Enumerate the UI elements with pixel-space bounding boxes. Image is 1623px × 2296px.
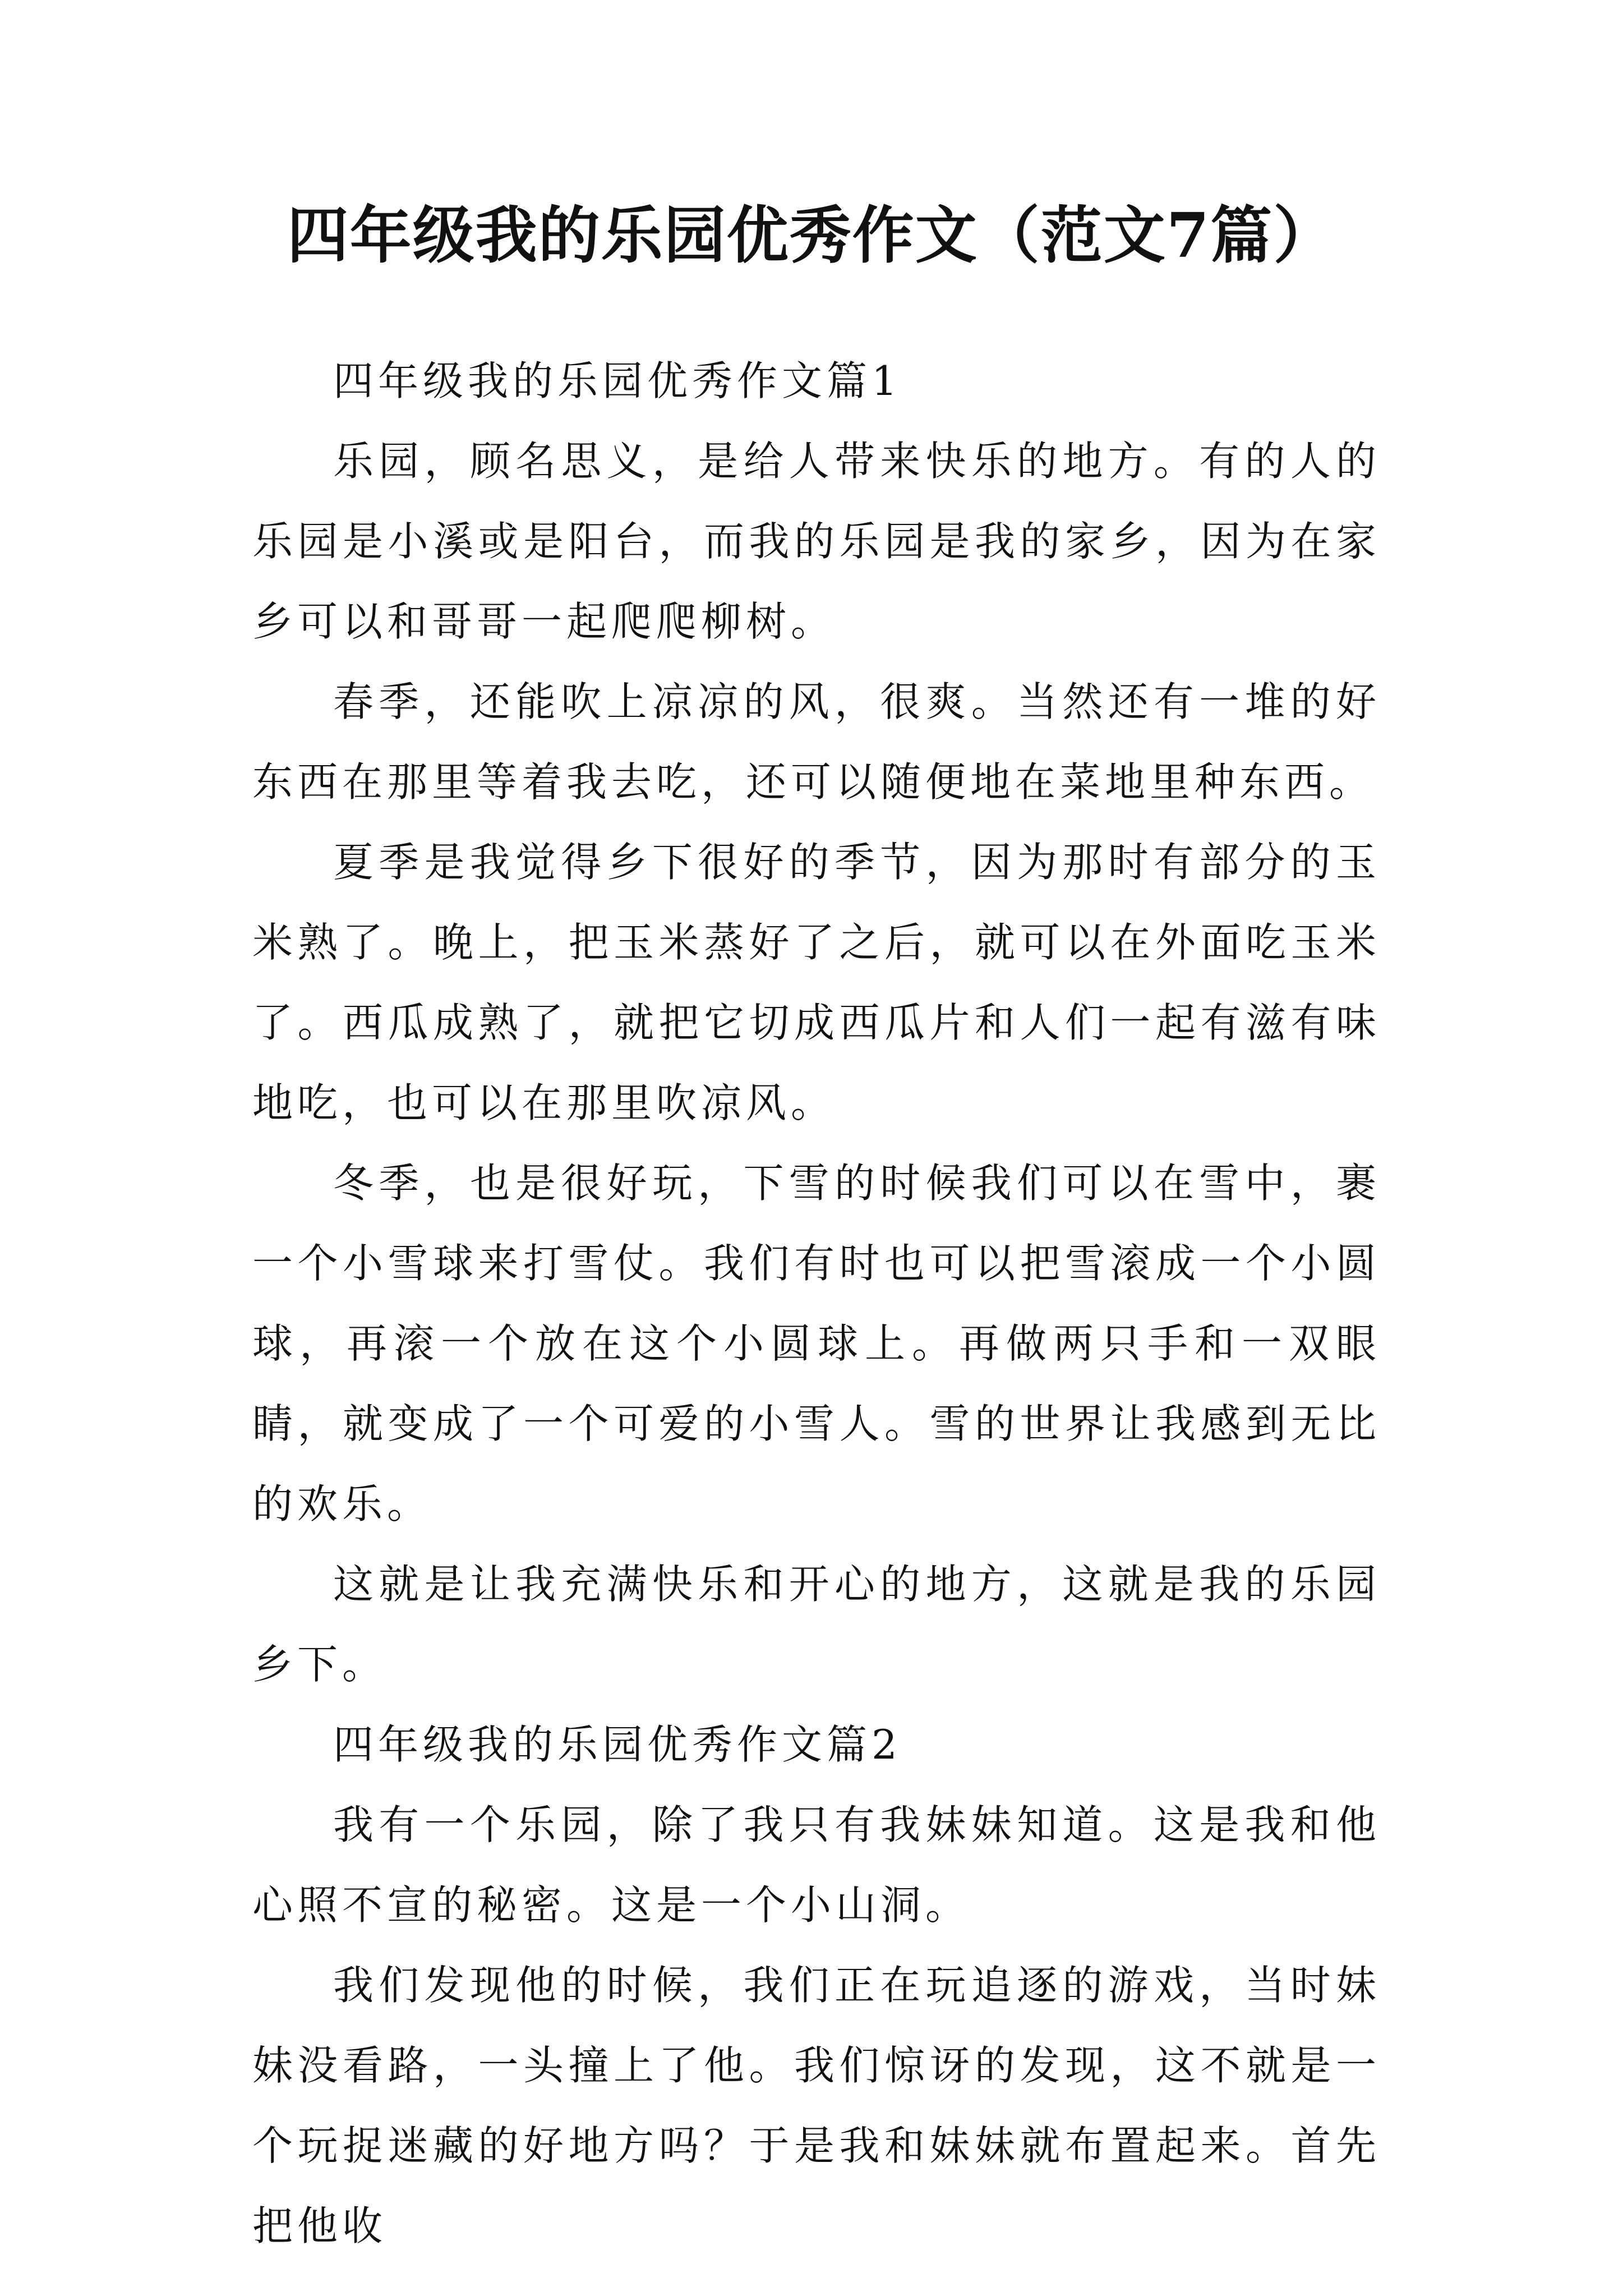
paragraph: 乐园，顾名思义，是给人带来快乐的地方。有的人的乐园是小溪或是阳台，而我的乐园是我的家乡，因为在家乡可以和哥哥一起爬爬柳树。 bbox=[252, 438, 1381, 645]
paragraph: 春季，还能吹上凉凉的风，很爽。当然还有一堆的好东西在那里等着我去吃，还可以随便地在菜地里种东西。 bbox=[252, 678, 1381, 806]
paragraph: 夏季是我觉得乡下很好的季节，因为那时有部分的玉米熟了。晚上，把玉米蒸好了之后，就可以在外面吃玉米了。西瓜成熟了，就把它切成西瓜片和人们一起有滋有味地吃，也可以在那里吹凉风。 bbox=[252, 839, 1381, 1126]
paragraph: 冬季，也是很好玩，下雪的时候我们可以在雪中，裹一个小雪球来打雪仗。我们有时也可以把雪滚成一个小圆球，再滚一个放在这个小圆球上。再做两只手和一双眼睛，就变成了一个可爱的小雪人。雪的世界让我感到无比的欢乐。 bbox=[252, 1159, 1381, 1527]
paragraph: 我有一个乐园，除了我只有我妹妹知道。这是我和他心照不宣的秘密。这是一个小山洞。 bbox=[252, 1801, 1381, 1929]
section-heading-1: 四年级我的乐园优秀作文篇1 bbox=[333, 357, 902, 404]
section-heading-2: 四年级我的乐园优秀作文篇2 bbox=[333, 1721, 902, 1768]
paragraph: 这就是让我充满快乐和开心的地方，这就是我的乐园乡下。 bbox=[252, 1561, 1381, 1688]
document-body bbox=[252, 341, 1381, 2266]
document-title: 四年级我的乐园优秀作文（范文7篇） bbox=[287, 199, 1336, 272]
paragraph: 我们发现他的时候，我们正在玩追逐的游戏，当时妹妹没看路，一头撞上了他。我们惊讶的发现，这不就是一个玩捉迷藏的好地方吗？于是我和妹妹就布置起来。首先把他收 bbox=[252, 1962, 1381, 2249]
